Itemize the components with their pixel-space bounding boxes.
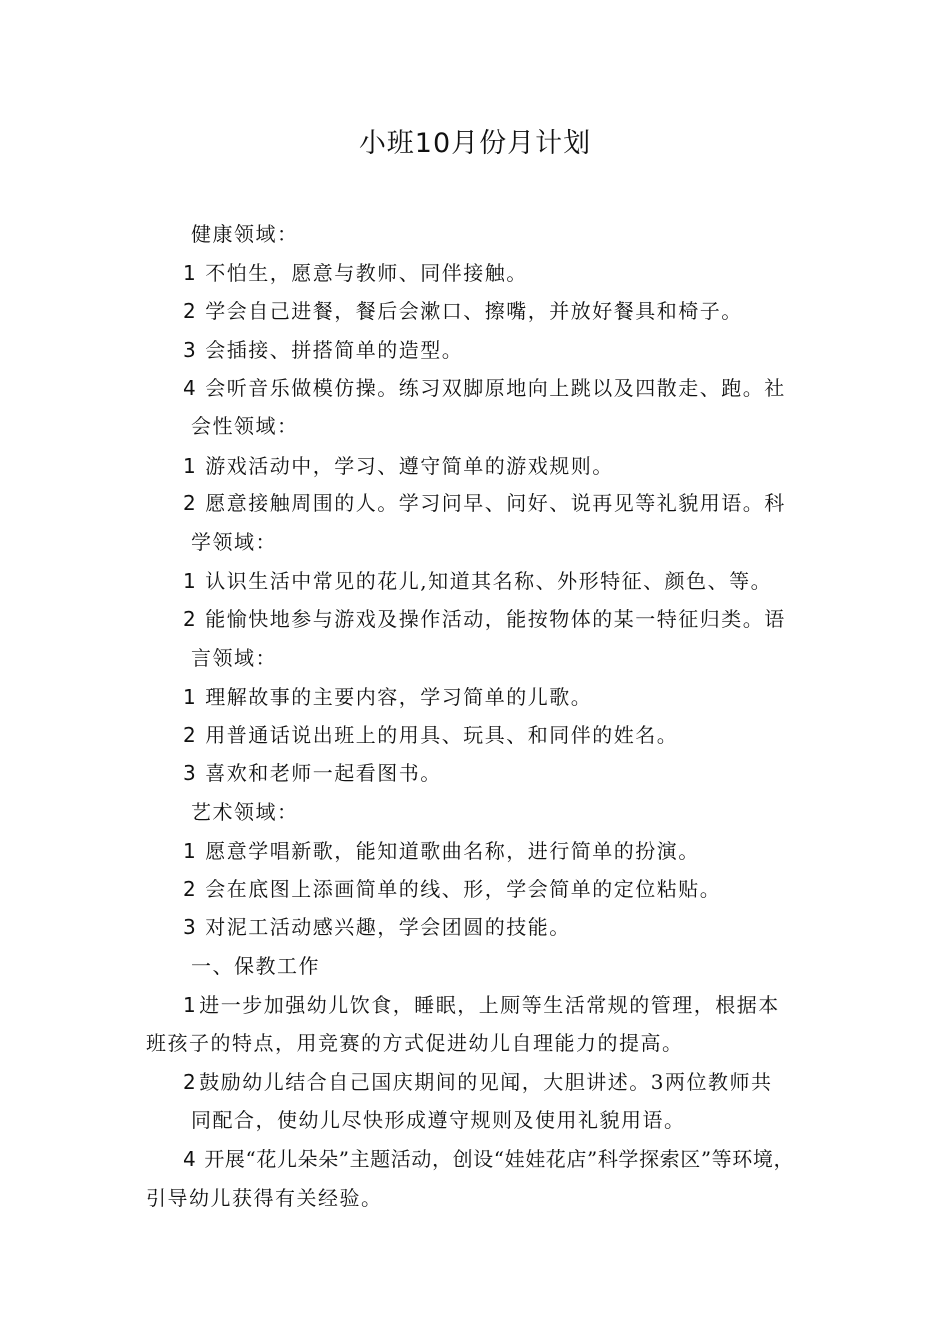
line-6 [183, 412, 299, 440]
line-text: 会性领域： [191, 414, 299, 438]
line-5 [183, 374, 786, 402]
line-number: 3 [183, 338, 198, 362]
line-number: 4 [183, 1147, 197, 1171]
line-22 [138, 1029, 684, 1057]
line-text: 一、保教工作 [191, 954, 320, 978]
line-24 [183, 1106, 686, 1134]
line-text: 艺术领域： [191, 800, 299, 824]
line-number: 2 [183, 491, 198, 515]
line-text: 言领域： [191, 646, 277, 670]
line-number: 1 [183, 839, 198, 863]
line-number: 3 [183, 915, 198, 939]
line-8 [183, 489, 786, 517]
line-19 [183, 913, 571, 941]
line-text: 对泥工活动感兴趣，学会团圆的技能。 [205, 915, 571, 939]
line-text: 认识生活中常见的花儿,知道其名称、外形特征、颜色、等。 [205, 569, 773, 593]
line-11 [183, 605, 786, 633]
line-23 [183, 1068, 772, 1096]
line-text: 理解故事的主要内容，学习简单的儿歌。 [205, 685, 593, 709]
line-number: 4 [183, 376, 198, 400]
line-text: 学会自己进餐，餐后会漱口、擦嘴，并放好餐具和椅子。 [205, 299, 743, 323]
line-number: 1 [183, 993, 198, 1017]
line-26 [138, 1184, 383, 1212]
line-3 [183, 297, 743, 325]
line-text: 会听音乐做模仿操。练习双脚原地向上跳以及四散走、跑。社 [205, 376, 786, 400]
line-13 [183, 683, 592, 711]
line-1 [183, 220, 299, 248]
line-text: 会插接、拼搭简单的造型。 [205, 338, 464, 362]
line-21 [183, 991, 780, 1019]
line-text: 用普通话说出班上的用具、玩具、和同伴的姓名。 [205, 723, 679, 747]
line-12 [183, 644, 277, 672]
line-17 [183, 837, 700, 865]
page-title: 小班10月份月计划 [358, 128, 592, 159]
line-text: 愿意接触周围的人。学习问早、问好、说再见等礼貌用语。科 [205, 491, 786, 515]
line-4 [183, 336, 463, 364]
line-16 [183, 798, 299, 826]
line-text: 不怕生，愿意与教师、同伴接触。 [205, 261, 528, 285]
line-number: 1 [183, 261, 198, 285]
line-text: 健康领域： [191, 222, 299, 246]
line-number: 1 [183, 685, 198, 709]
line-9 [183, 528, 277, 556]
line-7 [183, 452, 614, 480]
line-text: 喜欢和老师一起看图书。 [205, 761, 442, 785]
line-text: 班孩子的特点，用竞赛的方式促进幼儿自理能力的提高。 [146, 1031, 684, 1055]
line-text: 同配合，使幼儿尽快形成遵守规则及使用礼貌用语。 [191, 1108, 686, 1132]
line-number: 2 [183, 1070, 198, 1094]
line-number: 3 [183, 761, 198, 785]
line-text: 愿意学唱新歌，能知道歌曲名称，进行简单的扮演。 [205, 839, 700, 863]
line-20 [183, 952, 320, 980]
line-text: 引导幼儿获得有关经验。 [146, 1186, 383, 1210]
line-text: 能愉快地参与游戏及操作活动，能按物体的某一特征归类。语 [205, 607, 786, 631]
line-text: 学领域： [191, 530, 277, 554]
line-18 [183, 875, 721, 903]
line-text: 会在底图上添画简单的线、形，学会简单的定位粘贴。 [205, 877, 722, 901]
line-text: 游戏活动中，学习、遵守简单的游戏规则。 [205, 454, 614, 478]
line-25 [183, 1145, 794, 1173]
line-number: 2 [183, 299, 198, 323]
line-number: 2 [183, 877, 198, 901]
line-15 [183, 759, 442, 787]
line-text: 鼓励幼儿结合自己国庆期间的见闻，大胆讲述。3两位教师共 [199, 1070, 773, 1094]
line-number: 2 [183, 607, 198, 631]
line-text: 开展“花儿朵朵”主题活动，创设“娃娃花店”科学探索区”等环境， [204, 1147, 795, 1171]
line-number: 1 [183, 454, 198, 478]
line-14 [183, 721, 678, 749]
line-number: 1 [183, 569, 198, 593]
line-number: 2 [183, 723, 198, 747]
line-10 [183, 567, 772, 595]
line-text: 进一步加强幼儿饮食，睡眠，上厕等生活常规的管理，根据本 [199, 993, 780, 1017]
line-2 [183, 259, 528, 287]
